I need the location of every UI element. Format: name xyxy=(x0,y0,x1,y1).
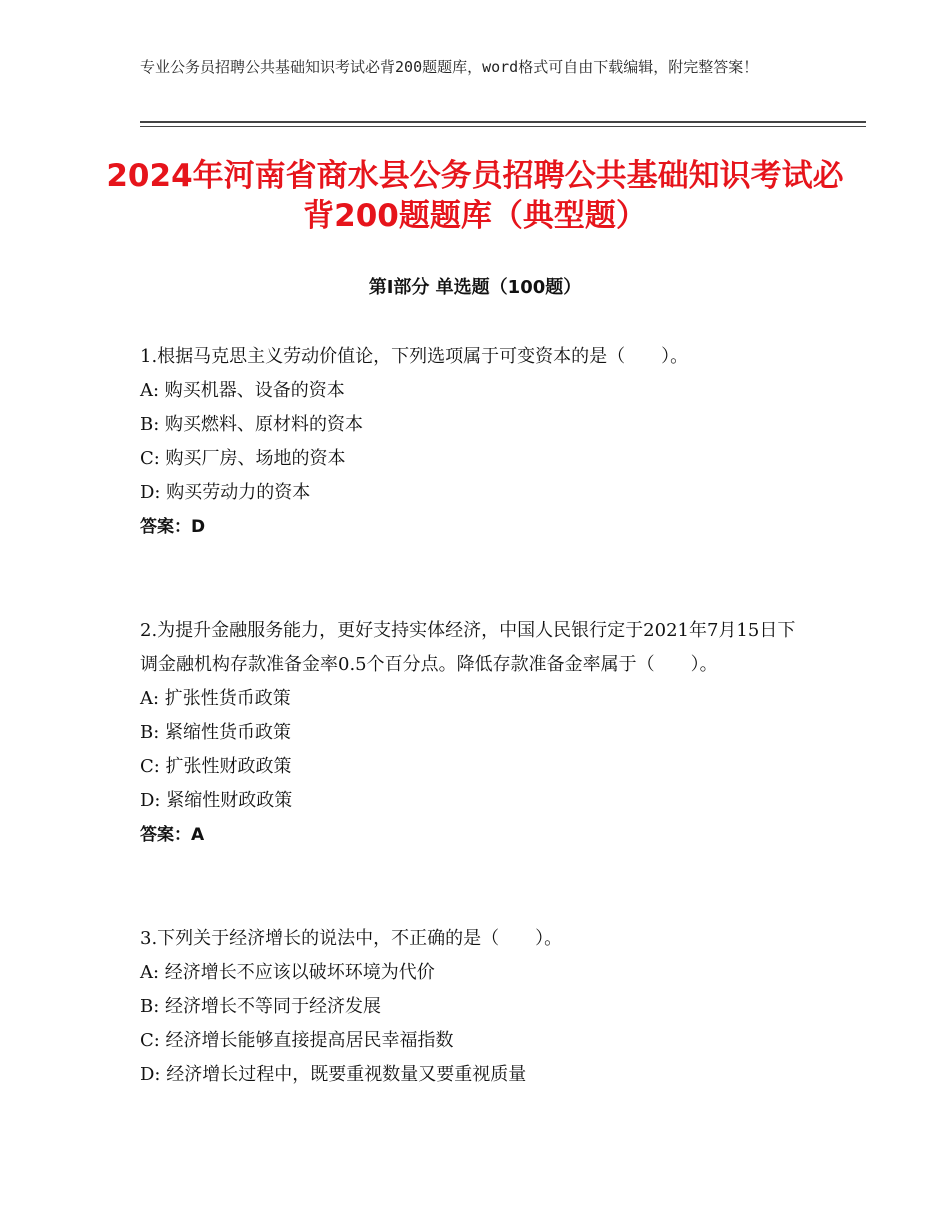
option-b: B: 经济增长不等同于经济发展 xyxy=(140,996,382,1017)
option-c: C: 购买厂房、场地的资本 xyxy=(140,448,346,469)
header-note: 专业公务员招聘公共基础知识考试必背200题题库，word格式可自由下载编辑，附完整答案！ xyxy=(140,58,759,76)
question-1 xyxy=(140,340,810,544)
option-d: D: 经济增长过程中，既要重视数量又要重视质量 xyxy=(140,1064,527,1085)
option-a: A: 经济增长不应该以破坏环境为代价 xyxy=(140,962,435,983)
option-c: C: 扩张性财政政策 xyxy=(140,756,292,777)
section-heading: 第Ⅰ部分 单选题（100题） xyxy=(368,277,582,298)
question-2 xyxy=(140,614,810,852)
option-d: D: 紧缩性财政政策 xyxy=(140,790,293,811)
header-divider-thick xyxy=(140,121,866,123)
option-b: B: 购买燃料、原材料的资本 xyxy=(140,414,364,435)
option-a: A: 购买机器、设备的资本 xyxy=(140,380,345,401)
option-c: C: 经济增长能够直接提高居民幸福指数 xyxy=(140,1030,454,1051)
option-b: B: 紧缩性货币政策 xyxy=(140,722,292,743)
answer: 答案：A xyxy=(140,825,205,845)
question-stem: 3.下列关于经济增长的说法中，不正确的是（ ）。 xyxy=(140,928,563,949)
document-title: 2024年河南省商水县公务员招聘公共基础知识考试必背200题题库（典型题） xyxy=(106,158,844,234)
option-d: D: 购买劳动力的资本 xyxy=(140,482,311,503)
question-stem: 1.根据马克思主义劳动价值论，下列选项属于可变资本的是（ ）。 xyxy=(140,346,689,367)
option-a: A: 扩张性货币政策 xyxy=(140,688,291,709)
question-stem: 2.为提升金融服务能力，更好支持实体经济，中国人民银行定于2021年7月15日下调金融机构存款准备金率0.5个百分点。降低存款准备金率属于（ ）。 xyxy=(140,620,796,675)
header-divider-thin xyxy=(140,126,866,127)
question-3 xyxy=(140,922,810,1092)
answer: 答案：D xyxy=(140,517,206,537)
